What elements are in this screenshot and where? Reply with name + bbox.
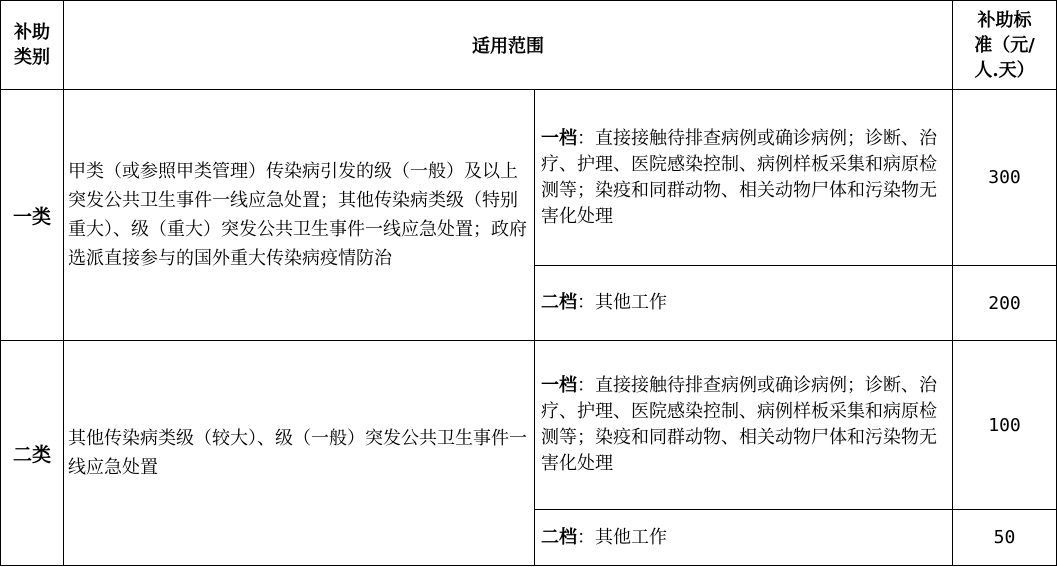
category-cell: 二类 (1, 341, 64, 566)
tier2-text: ：其他工作 (577, 292, 667, 313)
tier1-amount: 100 (953, 341, 1057, 510)
tier2-title: 二档 (541, 526, 577, 548)
tier1-text: ：直接接触待排查病例或确诊病例；诊断、治疗、护理、医院感染控制、病例样板采集和病原检测等；染疫和同群动物、相关动物尸体和污染物无害化处理 (541, 127, 937, 227)
tier1-cell (535, 341, 953, 510)
tier1-text: ：直接接触待排查病例或确诊病例；诊断、治疗、护理、医院感染控制、病例样板采集和病原检测等；染疫和同群动物、相关动物尸体和污染物无害化处理 (541, 375, 937, 474)
table-row (1, 341, 1057, 510)
header-standard-line3: 人.天） (974, 59, 1035, 81)
header-category (1, 1, 64, 90)
header-scope: 适用范围 (64, 1, 953, 90)
tier1-title: 一档 (541, 127, 577, 149)
tier2-title: 二档 (541, 292, 577, 313)
header-standard-line1: 补助标 (977, 9, 1032, 31)
header-category-line2: 类别 (14, 47, 50, 68)
tier2-amount: 50 (953, 510, 1057, 566)
tier1-amount: 300 (953, 90, 1057, 266)
header-row (1, 1, 1057, 90)
tier1-cell (535, 90, 953, 266)
header-category-line1: 补助 (14, 22, 50, 43)
table-row (1, 90, 1057, 266)
category-cell: 一类 (1, 90, 64, 341)
tier2-text: ：其他工作 (577, 526, 667, 548)
scope-cell: 其他传染病类级（较大）、级（一般）突发公共卫生事件一线应急处置 (64, 341, 535, 566)
tier2-cell (535, 266, 953, 341)
header-standard (953, 1, 1057, 90)
header-standard-line2: 准（元/ (974, 34, 1035, 56)
scope-cell: 甲类（或参照甲类管理）传染病引发的级（一般）及以上突发公共卫生事件一线应急处置；其他传染病类级（特别重大）、级（重大）突发公共卫生事件一线应急处置；政府选派直接参与的国外重大传染病疫情防治 (64, 90, 535, 341)
tier2-cell (535, 510, 953, 566)
tier1-title: 一档 (541, 375, 577, 396)
tier2-amount: 200 (953, 266, 1057, 341)
